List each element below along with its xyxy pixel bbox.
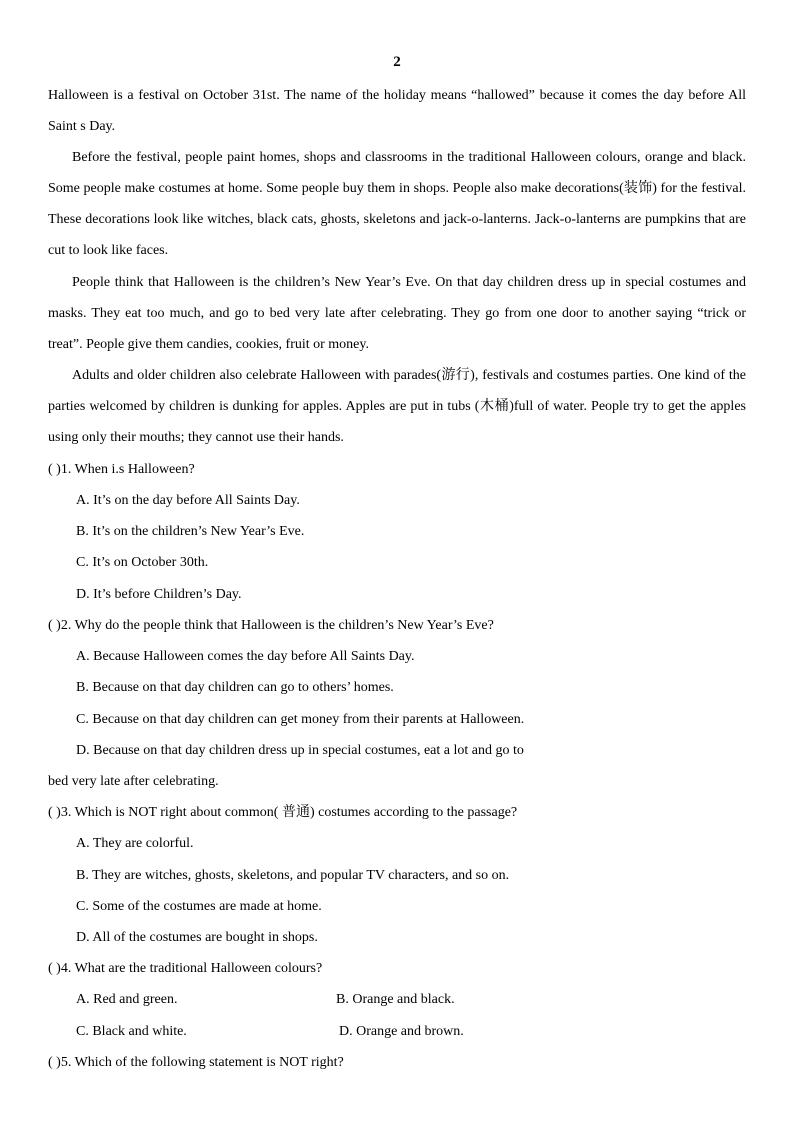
question-2-stem: ( )2. Why do the people think that Halloween is the children’s New Year’s Eve? (48, 618, 494, 633)
question-3-option-c: C. Some of the costumes are made at home. (76, 899, 322, 914)
question-4-option-a: A. Red and green. (76, 992, 178, 1007)
passage-paragraph-3: People think that Halloween is the children’s New Year’s Eve. On that day children dress up in special costumes and masks. They eat too much, and go to bed very late after celebrating. They go from one door to another saying “trick or treat”. People give them candies, cookies, fruit or money. (48, 275, 746, 352)
page-number: 2 (393, 54, 401, 70)
question-2-option-b: B. Because on that day children can go to others’ homes. (76, 680, 394, 695)
question-1-stem: ( )1. When i.s Halloween? (48, 462, 195, 477)
question-2-option-c: C. Because on that day children can get money from their parents at Halloween. (76, 712, 525, 727)
question-1-option-c: C. It’s on October 30th. (76, 555, 209, 570)
question-2-option-a: A. Because Halloween comes the day before All Saints Day. (76, 649, 415, 664)
question-4-stem: ( )4. What are the traditional Halloween colours? (48, 961, 323, 976)
question-5-stem: ( )5. Which of the following statement is NOT right? (48, 1055, 344, 1070)
question-4-option-c: C. Black and white. (76, 1024, 187, 1039)
question-1-option-d: D. It’s before Children’s Day. (76, 587, 242, 602)
question-4-option-b: B. Orange and black. (336, 992, 455, 1007)
question-1-option-a: A. It’s on the day before All Saints Day. (76, 493, 300, 508)
question-3-stem: ( )3. Which is NOT right about common( 普通) costumes according to the passage? (48, 805, 518, 820)
question-3-option-a: A. They are colorful. (76, 836, 194, 851)
passage-paragraph-2: Before the festival, people paint homes, shops and classrooms in the traditional Halloween colours, orange and black. Some people make costumes at home. Some people buy them in shops. People also make decorations(装饰) for the festival. These decorations look like witches, black cats, ghosts, skeletons and jack-o-lanterns. Jack-o-lanterns are pumpkins that are cut to look like faces. (48, 150, 746, 258)
question-1-option-b: B. It’s on the children’s New Year’s Eve. (76, 524, 305, 539)
passage-paragraph-4: Adults and older children also celebrate Halloween with parades(游行), festivals and costumes parties. One kind of the parties welcomed by children is dunking for apples. Apples are put in tubs (木桶)full of water. People try to get the apples using only their mouths; they cannot use their hands. (48, 368, 746, 445)
question-2-option-d: D. Because on that day children dress up in special costumes, eat a lot and go to (76, 743, 524, 758)
question-3-option-b: B. They are witches, ghosts, skeletons, and popular TV characters, and so on. (76, 868, 510, 883)
question-2-option-d-continuation: bed very late after celebrating. (48, 774, 219, 789)
passage-paragraph-1: Halloween is a festival on October 31st. The name of the holiday means “hallowed” because it comes the day before All Saint s Day. (48, 88, 746, 134)
question-4-option-d: D. Orange and brown. (339, 1024, 464, 1039)
question-3-option-d: D. All of the costumes are bought in shops. (76, 930, 318, 945)
